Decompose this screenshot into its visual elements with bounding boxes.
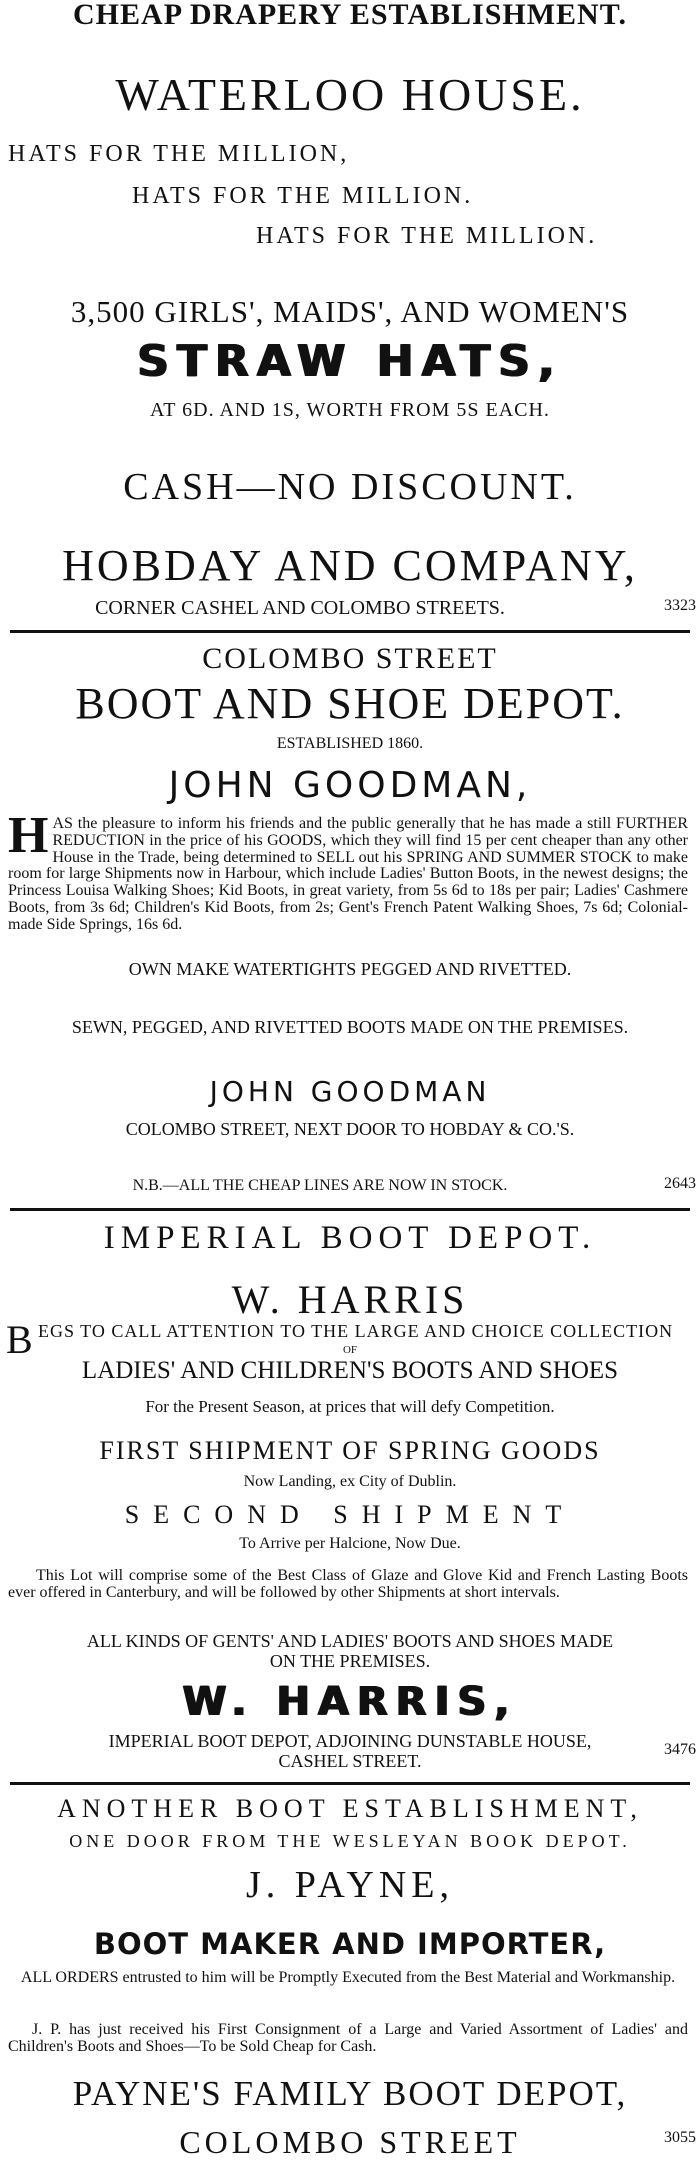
price-line: AT 6D. AND 1S, WORTH FROM 5S EACH. [150,399,550,421]
orders-paragraph: ALL ORDERS entrusted to him will be Promptly Executed from the Best Material and Workmanship. [20,1969,676,1986]
harris-address-1: IMPERIAL BOOT DEPOT, ADJOINING DUNSTABLE HOUSE, [108,1731,592,1751]
all-kinds-line-1: ALL KINDS OF GENTS' AND LADIES' BOOTS AND SHOES MADE [86,1631,614,1651]
second-shipment-heading: SECOND SHIPMENT [124,1500,576,1529]
drop-cap-h: H [8,807,49,864]
john-goodman-title: JOHN GOODMAN, [168,765,532,806]
divider-3 [10,1782,690,1785]
wesleyan-door-line: ONE DOOR FROM THE WESLEYAN BOOK DEPOT. [69,1831,631,1851]
established-line: ESTABLISHED 1860. [276,735,424,752]
first-shipment-heading: FIRST SHIPMENT OF SPRING GOODS [99,1436,601,1465]
imperial-depot-title: IMPERIAL BOOT DEPOT. [103,1220,597,1256]
of-line: OF [342,1344,358,1356]
lot-paragraph: This Lot will comprise some of the Best Class of Glaze and Glove Kid and French Lasting Boots ever offered in Canterbury, and will be followed by other Shipments at short intervals. [8,1567,688,1601]
first-shipment-landing: Now Landing, ex City of Dublin. [243,1473,457,1490]
slogan-line-1: HATS FOR THE MILLION, [8,141,350,167]
attention-line: EGS TO CALL ATTENTION TO THE LARGE AND CHOICE COLLECTION [38,1321,674,1341]
second-shipment-arrival: To Arrive per Halcione, Now Due. [239,1535,461,1552]
premises-line: SEWN, PEGGED, AND RIVETTED BOOTS MADE ON THE PREMISES. [71,1017,629,1037]
all-kinds-line-2: ON THE PREMISES. [269,1651,431,1671]
collection-line: LADIES' AND CHILDREN'S BOOTS AND SHOES [81,1357,619,1384]
goodman-location: COLOMBO STREET, NEXT DOOR TO HOBDAY & CO.'S. [125,1119,575,1139]
drapery-header: CHEAP DRAPERY ESTABLISHMENT. [73,0,627,31]
cheap-lines-note: N.B.—ALL THE CHEAP LINES ARE NOW IN STOCK. [132,1177,508,1194]
season-line: For the Present Season, at prices that will defy Competition. [145,1397,555,1416]
harris-address-2: CASHEL STREET. [278,1751,422,1771]
waterloo-house-title: WATERLOO HOUSE. [115,69,585,120]
consignment-paragraph: J. P. has just received his First Consignment of a Large and Varied Assortment of Ladies' and Children's Boots and Shoes—To be Sold Cheap for Cash. [8,2021,688,2055]
j-payne-title: J. PAYNE, [246,1864,454,1906]
ad-ref-3055: 3055 [664,2129,696,2146]
divider-2 [10,1208,690,1211]
cash-terms: CASH—NO DISCOUNT. [123,466,577,508]
hobday-address: CORNER CASHEL AND COLOMBO STREETS. [95,597,505,619]
w-harris-large: W. HARRIS, [182,1679,518,1725]
slogan-line-3: HATS FOR THE MILLION. [256,223,598,249]
goodman-body-text: AS the pleasure to inform his friends and the public generally that he has made a still FURTHER REDUCTION in the price of his GOODS, which they will find 15 per cent cheaper than any other House in the Trade, being determined to SELL out his SPRING AND SUMMER STOCK to make room for large Shipments now in Harbour, which include Ladies' Button Boots, in the newest designs; the Princess Louisa Walking Shoes; Kid Boots, in great variety, from 5s 6d to 18s per pair; Ladies' Cashmere Boots, from 3s 6d; Children's Kid Boots, from 2s; Gent's French Patent Walking Shoes, 7s 6d; Colonial-made Side Springs, 16s 6d. [8,815,688,933]
john-goodman-repeat: JOHN GOODMAN [209,1075,491,1108]
another-establishment: ANOTHER BOOT ESTABLISHMENT, [57,1794,643,1823]
ad-ref-3476: 3476 [664,1741,696,1758]
colombo-street-heading: COLOMBO STREET [202,642,498,675]
divider-1 [10,630,690,633]
own-make-line: OWN MAKE WATERTIGHTS PEGGED AND RIVETTED. [128,959,572,979]
payne-street: COLOMBO STREET [179,2124,521,2160]
payne-depot-title: PAYNE'S FAMILY BOOT DEPOT, [72,2074,628,2113]
hobday-firm: HOBDAY AND COMPANY, [62,541,638,590]
goodman-body-paragraph [8,807,688,934]
ad-ref-3323: 3323 [664,597,696,614]
straw-hats-heading: STRAW HATS, [137,336,563,387]
drop-cap-b: B [6,1317,33,1362]
count-line: 3,500 GIRLS', MAIDS', AND WOMEN'S [70,294,630,329]
boot-maker-heading: BOOT MAKER AND IMPORTER, [93,1927,607,1961]
slogan-line-2: HATS FOR THE MILLION. [132,183,474,209]
ad-ref-2643: 2643 [664,1175,696,1192]
w-harris-title: W. HARRIS [231,1277,469,1322]
boot-shoe-depot-title: BOOT AND SHOE DEPOT. [75,679,625,728]
